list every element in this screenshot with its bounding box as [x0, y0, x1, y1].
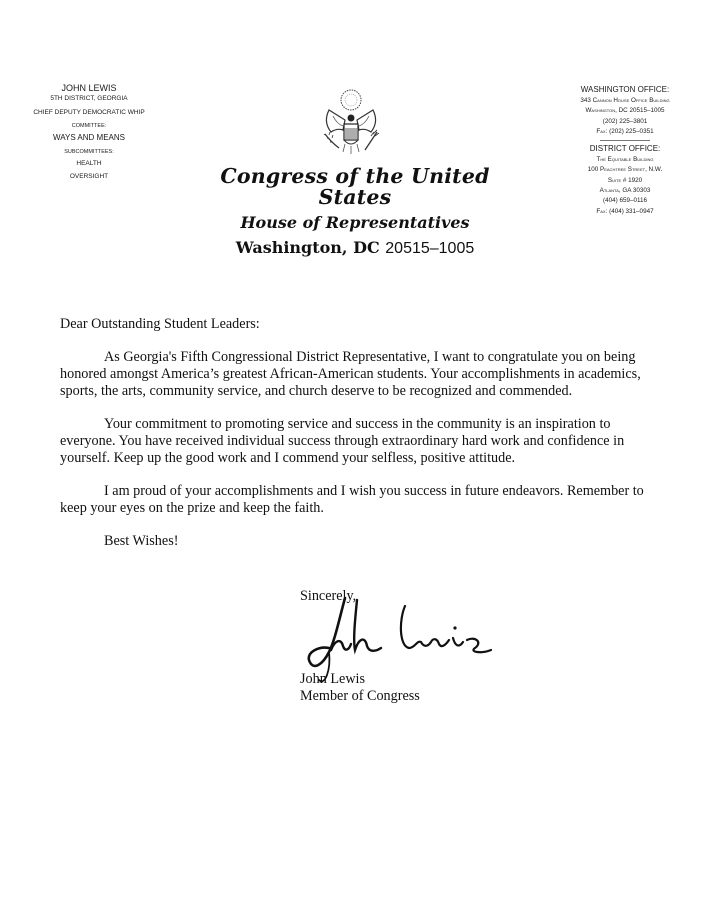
letterhead-title: [190, 166, 520, 257]
district-office-line: 100 Peachtree Street, N.W.: [587, 166, 663, 174]
great-seal-eagle-icon: [315, 88, 387, 160]
body-paragraph: As Georgia's Fifth Congressional District Representative, I want to congratulate you on being honored amongst America’s greatest African-American students. Your accomplishments in academics, sports, the arts, community service, and church deserve to be recognized and commended.: [60, 349, 641, 399]
subcommittees-label: SUBCOMMITTEES:: [64, 148, 114, 155]
congress-title: Congress of the United States: [220, 164, 490, 209]
district-office-line: (404) 659–0116: [603, 197, 647, 205]
committee-name: WAYS AND MEANS: [52, 132, 125, 142]
committee-label: COMMITTEE:: [71, 123, 107, 129]
body-paragraph: I am proud of your accomplishments and I wish you success in future endeavors. Remember to keep your eyes on the prize and keep the faith.: [60, 483, 644, 516]
address-title: [190, 240, 520, 257]
address-zip: 20515–1005: [385, 240, 475, 257]
district-office-line: Suite # 1920: [607, 176, 643, 184]
washington-office-line: (202) 225–3801: [602, 117, 648, 125]
member-district: 5TH DISTRICT, GEORGIA: [50, 95, 128, 102]
closing: Sincerely,: [300, 588, 357, 604]
district-office-line: The Equitable Building: [596, 156, 654, 164]
house-title: House of Representatives: [240, 213, 470, 232]
subcommittee-item: HEALTH: [76, 160, 102, 167]
washington-office-line: 343 Cannon House Office Building: [580, 97, 670, 104]
washington-office-line: Washington, DC 20515–1005: [585, 107, 665, 115]
letter-body: [60, 316, 660, 550]
body-paragraph: Your commitment to promoting service and success in the community is an inspiration to everyone. You have received individual success through extraordinary hard work and confidence in yourself. Keep up the good work and I commend your selfless, positive attitude.: [60, 416, 625, 466]
member-info: [8, 84, 170, 180]
signer-title: Member of Congress: [300, 688, 420, 704]
office-info: [550, 86, 700, 215]
district-office-line: Atlanta, GA 30303: [599, 187, 651, 195]
subcommittee-item: OVERSIGHT: [69, 172, 109, 180]
wishes: Best Wishes!: [104, 533, 179, 549]
salutation: Dear Outstanding Student Leaders:: [60, 316, 260, 332]
district-office-heading: DISTRICT OFFICE:: [589, 144, 661, 154]
member-role: CHIEF DEPUTY DEMOCRATIC WHIP: [33, 108, 145, 116]
address-city: Washington, DC: [235, 238, 380, 257]
signer-name: John Lewis: [300, 671, 366, 687]
member-name: JOHN LEWIS: [61, 83, 117, 93]
washington-office-line: Fax: (202) 225–0351: [596, 127, 654, 135]
district-office-line: Fax: (404) 331–0947: [596, 207, 654, 215]
office-divider: [600, 140, 650, 141]
washington-office-heading: WASHINGTON OFFICE:: [580, 85, 670, 94]
signer-block: [300, 671, 420, 705]
